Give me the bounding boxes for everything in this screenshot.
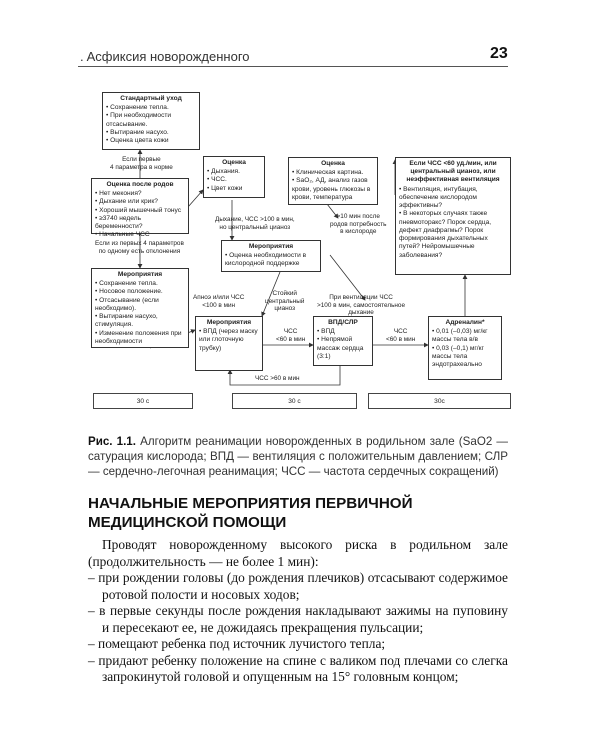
box-item: • Носовое положение. — [95, 288, 185, 296]
box-item: • ВПД (через маску или глоточную трубку) — [199, 328, 259, 353]
box-title: ВПД/СЛР — [328, 319, 358, 326]
box-item: • Оценка цвета кожи — [106, 137, 196, 145]
label-persistent-cyanosis: Стойкий центральный цианоз — [265, 290, 305, 313]
box-standard-care — [102, 92, 200, 150]
label-apnea: Апноэ и/или ЧСС <100 в мин — [193, 294, 245, 309]
chapter-title: . Асфиксия новорожденного — [80, 49, 250, 64]
box-title: Мероприятия — [248, 243, 294, 250]
box-item: • Клиническая картина. — [292, 169, 374, 177]
box-item: • 0,03 (–0,1) мг/кг массы тела эндотрахеально — [432, 345, 498, 370]
section-heading: НАЧАЛЬНЫЕ МЕРОПРИЯТИЯ ПЕРВИЧНОЙ МЕДИЦИНСКОЙ ПОМОЩИ — [88, 495, 413, 531]
box-item: • В некоторых случаях также пневмоторакс? Порок сердца, дефект диафрагмы? Порок формирования дыхательных путей? Нейромышечные заболевания? — [399, 210, 507, 259]
arrow-to-assess-vitals — [188, 190, 203, 207]
box-item: • Дыхания. — [207, 168, 261, 176]
label-ventilation: При вентиляции ЧСС >100 в мин, самостоятельное дыхание — [317, 294, 406, 317]
box-item: • Цвет кожи — [207, 185, 261, 193]
list-item: – придают ребенку положение на спине с валиком под плечами со слегка запрокинутой головой и опущенным на 15° головным концом; — [88, 652, 508, 684]
caption-label: Рис. 1.1. — [88, 435, 136, 448]
box-item: • Нет мекония? — [95, 190, 185, 198]
box-title: Оценка — [222, 159, 246, 166]
caption-text: Алгоритм реанимации новорожденных в родильном зале (SaO2 — сатурация кислорода; ВПД — вентиляция с положительным давлением; СЛР — сердечно-легочная реанимация; ЧСС — частота сердечных сокращений) — [88, 435, 508, 478]
box-item: • Дыхание или крик? — [95, 198, 185, 206]
box-actions-ppv — [195, 316, 263, 371]
timeline-segment-3: 30с — [368, 393, 511, 409]
label-hr-b: ЧСС <60 в мин — [386, 328, 416, 343]
box-title: Мероприятия — [117, 271, 163, 278]
label-any-deviation: Если из первых 4 параметров по одному есть отклонения — [95, 240, 184, 255]
box-ppv-cpr — [313, 316, 373, 366]
label-ten-min: >10 мин после родов потребность в кислороде — [330, 213, 387, 236]
box-assess-after-birth — [91, 178, 189, 239]
body-text — [88, 537, 508, 686]
box-item: • Хороший мышечный тонус — [95, 207, 185, 215]
box-title: Оценка после родов — [106, 181, 174, 188]
box-item: • ВПД — [317, 328, 369, 336]
box-title: Адреналин* — [445, 319, 485, 326]
box-title: Мероприятия — [206, 319, 252, 326]
box-item: • При необходимости отсасывание. — [106, 112, 196, 128]
box-item: • Сохранение тепла. — [106, 104, 196, 112]
box-actions-monitor — [221, 240, 321, 272]
box-item: • Вытирание насухо. — [106, 129, 196, 137]
body-intro: Проводят новорожденному высокого риска в родильном зале (продолжительность — не более 1 мин): — [88, 537, 508, 569]
box-title: Если ЧСС <60 уд./мин, или центральный цианоз, или неэффективная вентиляция — [406, 160, 500, 184]
box-title: Стандартный уход — [120, 95, 182, 102]
timeline-segment-2: 30 с — [232, 393, 357, 409]
label-hr-back: ЧСС >60 в мин — [255, 375, 300, 382]
page-number: 23 — [490, 45, 508, 62]
figure-caption — [88, 434, 508, 479]
box-if-hr-low — [395, 157, 511, 275]
box-adrenaline — [428, 316, 502, 380]
box-item: • Начальные ЧСС — [95, 231, 185, 239]
list-item: – при рождении головы (до рождения плечиков) отсасывают содержимое ротовой полости и носовых ходов; — [88, 570, 508, 602]
box-item: • Непрямой массаж сердца (3:1) — [317, 336, 369, 361]
box-item: • Изменение положения при необходимости — [95, 330, 185, 346]
timeline-segment-1: 30 с — [93, 393, 193, 409]
box-assess-clinical — [288, 157, 378, 205]
label-first4-normal: Если первые 4 параметра в норме — [110, 156, 173, 171]
box-item: • 0,01 (–0,03) мг/кг массы тела в/в — [432, 328, 498, 344]
box-item: • ≥3740 недель беременности? — [95, 215, 185, 231]
label-hr-a: ЧСС <60 в мин — [276, 328, 306, 343]
box-item: • ЧСС. — [207, 176, 261, 184]
box-title: Оценка — [321, 160, 345, 167]
box-item: • Отсасывание (если необходимо). — [95, 297, 185, 313]
label-breathing-hr: Дыхание, ЧСС >100 в мин, но центральный цианоз — [215, 216, 295, 231]
list-item: – в первые секунды после рождения накладывают зажимы на пуповину и пересекают ее, не дожидаясь прекращения пульсации; — [88, 603, 508, 635]
box-item: • Оценка необходимости в кислородной поддержке — [225, 252, 317, 268]
box-item: • Вытирание насухо, стимуляция. — [95, 313, 185, 329]
box-assess-vitals — [203, 156, 265, 198]
list-item: – помещают ребенка под источник лучистого тепла; — [88, 636, 386, 651]
box-actions-initial — [91, 268, 189, 348]
box-item: • Сохранение тепла. — [95, 280, 185, 288]
box-item: • SaO₂, АД, анализ газов крови, уровень глюкозы в крови, температура — [292, 177, 374, 202]
box-item: • Вентиляция, интубация, обеспечение кислородом эффективны? — [399, 186, 507, 211]
